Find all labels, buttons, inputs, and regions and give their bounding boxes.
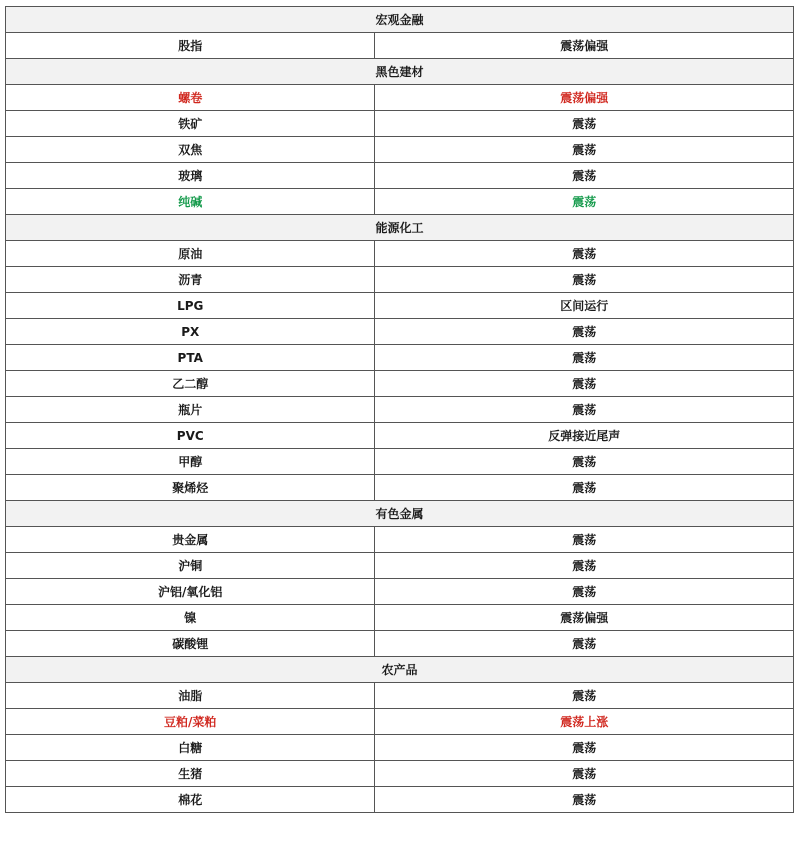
outlook-view: 震荡: [375, 241, 794, 267]
table-row: [6, 85, 794, 111]
commodity-name: 原油: [6, 241, 375, 267]
outlook-view: 震荡: [375, 553, 794, 579]
section-title: 宏观金融: [6, 7, 794, 33]
outlook-view: 震荡: [375, 397, 794, 423]
commodity-name: 白糖: [6, 735, 375, 761]
commodity-name: 双焦: [6, 137, 375, 163]
outlook-view: 震荡: [375, 449, 794, 475]
commodity-name: PX: [6, 319, 375, 345]
commodity-name: PTA: [6, 345, 375, 371]
table-row: [6, 709, 794, 735]
outlook-view: 震荡: [375, 579, 794, 605]
table-row: [6, 683, 794, 709]
outlook-view: 区间运行: [375, 293, 794, 319]
table-row: [6, 787, 794, 813]
table-row: [6, 423, 794, 449]
section-title: 有色金属: [6, 501, 794, 527]
commodity-name: 铁矿: [6, 111, 375, 137]
table-row: [6, 475, 794, 501]
commodity-name: 玻璃: [6, 163, 375, 189]
table-row: [6, 319, 794, 345]
table-row: [6, 111, 794, 137]
outlook-view: 震荡偏强: [375, 605, 794, 631]
section-header-row: [6, 657, 794, 683]
table-row: [6, 33, 794, 59]
outlook-view: 震荡: [375, 345, 794, 371]
market-outlook-table: [5, 6, 794, 813]
table-row: [6, 761, 794, 787]
commodity-name: 贵金属: [6, 527, 375, 553]
outlook-view: 震荡上涨: [375, 709, 794, 735]
commodity-name: 甲醇: [6, 449, 375, 475]
table-row: [6, 735, 794, 761]
section-title: 黑色建材: [6, 59, 794, 85]
outlook-view: 震荡: [375, 631, 794, 657]
section-header-row: [6, 215, 794, 241]
outlook-view: 震荡: [375, 475, 794, 501]
table-row: [6, 449, 794, 475]
table-row: [6, 293, 794, 319]
outlook-view: 反弹接近尾声: [375, 423, 794, 449]
commodity-name: 沪铜: [6, 553, 375, 579]
commodity-name: 豆粕/菜粕: [6, 709, 375, 735]
table-body: [6, 7, 794, 813]
table-row: [6, 397, 794, 423]
commodity-name: 沥青: [6, 267, 375, 293]
commodity-name: PVC: [6, 423, 375, 449]
section-title: 能源化工: [6, 215, 794, 241]
outlook-view: 震荡: [375, 137, 794, 163]
commodity-name: 油脂: [6, 683, 375, 709]
outlook-view: 震荡: [375, 267, 794, 293]
outlook-view: 震荡: [375, 189, 794, 215]
table-row: [6, 189, 794, 215]
outlook-view: 震荡: [375, 319, 794, 345]
outlook-view: 震荡: [375, 371, 794, 397]
commodity-name: 沪铝/氧化铝: [6, 579, 375, 605]
table-row: [6, 345, 794, 371]
commodity-name: 乙二醇: [6, 371, 375, 397]
commodity-name: LPG: [6, 293, 375, 319]
commodity-name: 棉花: [6, 787, 375, 813]
table-row: [6, 605, 794, 631]
commodity-name: 镍: [6, 605, 375, 631]
commodity-name: 瓶片: [6, 397, 375, 423]
table-row: [6, 527, 794, 553]
section-header-row: [6, 7, 794, 33]
outlook-view: 震荡: [375, 683, 794, 709]
section-title: 农产品: [6, 657, 794, 683]
table-row: [6, 241, 794, 267]
outlook-view: 震荡: [375, 735, 794, 761]
table-row: [6, 267, 794, 293]
outlook-view: 震荡: [375, 527, 794, 553]
commodity-name: 生猪: [6, 761, 375, 787]
commodity-name: 聚烯烃: [6, 475, 375, 501]
table-row: [6, 163, 794, 189]
outlook-view: 震荡: [375, 761, 794, 787]
table-row: [6, 371, 794, 397]
outlook-view: 震荡偏强: [375, 33, 794, 59]
outlook-view: 震荡: [375, 787, 794, 813]
outlook-view: 震荡偏强: [375, 85, 794, 111]
outlook-view: 震荡: [375, 163, 794, 189]
table-row: [6, 553, 794, 579]
table-row: [6, 137, 794, 163]
table-row: [6, 631, 794, 657]
section-header-row: [6, 59, 794, 85]
outlook-view: 震荡: [375, 111, 794, 137]
commodity-name: 纯碱: [6, 189, 375, 215]
table-row: [6, 579, 794, 605]
commodity-name: 碳酸锂: [6, 631, 375, 657]
section-header-row: [6, 501, 794, 527]
commodity-name: 螺卷: [6, 85, 375, 111]
commodity-name: 股指: [6, 33, 375, 59]
